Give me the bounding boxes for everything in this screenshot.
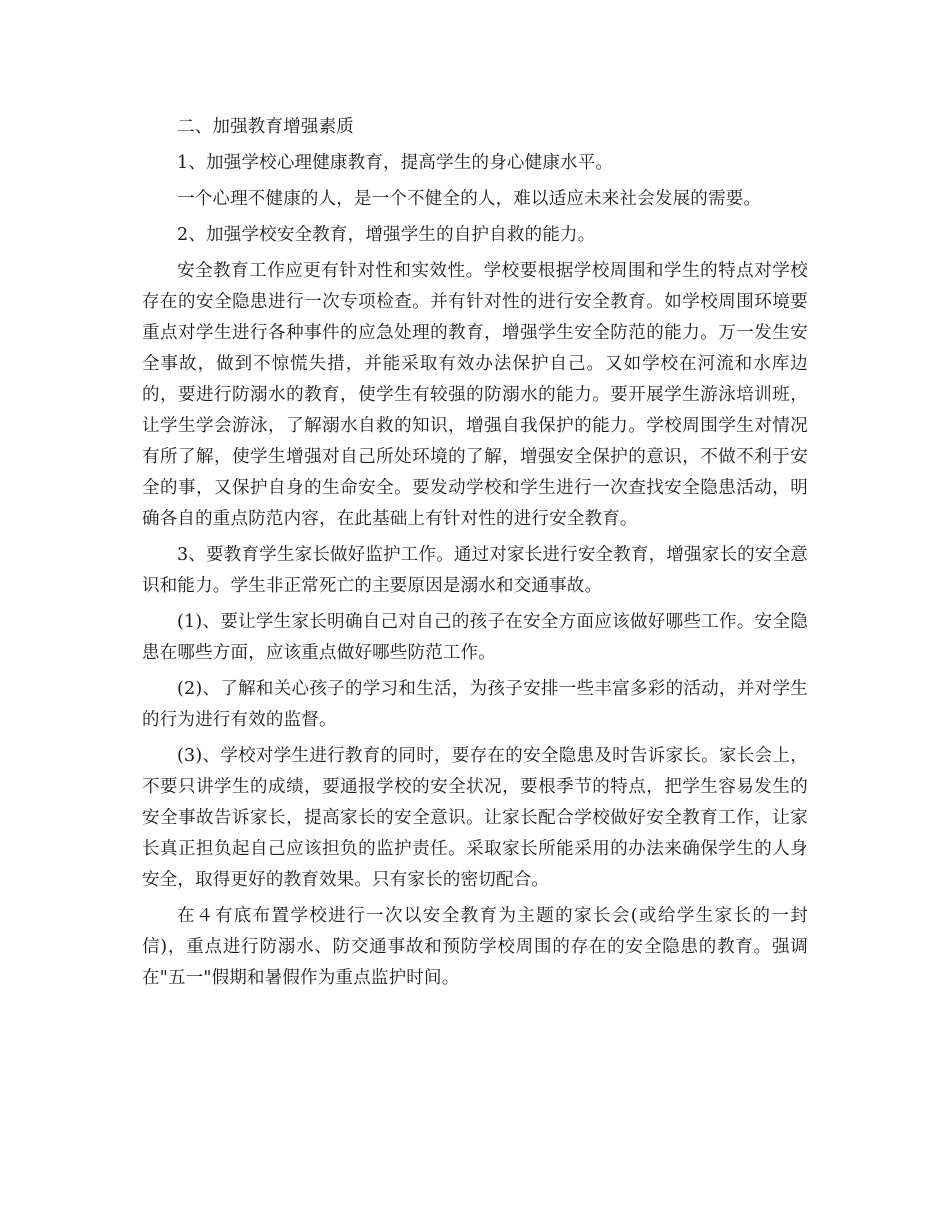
paragraph-safety-education: 安全教育工作应更有针对性和实效性。学校要根据学校周围和学生的特点对学校存在的安全隐患进行一次专项检查。并有针对性的进行安全教育。如学校周围环境要重点对学生进行各种事件的应急处理的教育，增强学生安全防范的能力。万一发生安全事故，做到不惊慌失措，并能采取有效办法保护自己。又如学校在河流和水库边的，要进行防溺水的教育，使学生有较强的防溺水的能力。要开展学生游泳培训班，让学生学会游泳，了解溺水自救的知识，增强自我保护的能力。学校周围学生对情况有所了解，使学生增强对自己所处环境的了解，增强安全保护的意识，不做不利于安全的事，又保护自身的生命安全。要发动学校和学生进行一次查找安全隐患活动，明确各自的重点防范内容，在此基础上有针对性的进行安全教育。 bbox=[142, 261, 808, 529]
list-item-1: (1)、要让学生家长明确自己对自己的孩子在安全方面应该做好哪些工作。安全隐患在哪些方面，应该重点做好哪些防范工作。 bbox=[142, 612, 808, 663]
section-heading: 二、加强教育增强素质 bbox=[177, 117, 354, 137]
list-item-3: (3)、学校对学生进行教育的同时，要存在的安全隐患及时告诉家长。家长会上，不要只讲学生的成绩，要通报学校的安全状况，要根季节的特点，把学生容易发生的安全事故告诉家长，提高家长的安全意识。让家长配合学校做好安全教育工作，让家长真正担负起自己应该担负的监护责任。采取家长所能采用的办法来确保学生的人身安全，取得更好的教育效果。只有家长的密切配合。 bbox=[142, 746, 808, 890]
subsection-heading-3: 3、要教育学生家长做好监护工作。通过对家长进行安全教育，增强家长的安全意识和能力。学生非正常死亡的主要原因是溺水和交通事故。 bbox=[142, 545, 808, 596]
list-item-2: (2)、了解和关心孩子的学习和生活，为孩子安排一些丰富多彩的活动，并对学生的行为进行有效的监督。 bbox=[142, 679, 808, 730]
paragraph-mental-health: 一个心理不健康的人，是一个不健全的人，难以适应未来社会发展的需要。 bbox=[177, 189, 762, 209]
subsection-heading-1: 1、加强学校心理健康教育，提高学生的身心健康水平。 bbox=[177, 153, 614, 173]
document-body bbox=[142, 112, 808, 999]
paragraph-parent-meeting: 在４有底布置学校进行一次以安全教育为主题的家长会(或给学生家长的一封信)，重点进行防溺水、防交通事故和预防学校周围的存在的安全隐患的教育。强调在"五一"假期和暑假作为重点监护时间。 bbox=[142, 906, 808, 988]
subsection-heading-2: 2、加强学校安全教育，增强学生的自护自救的能力。 bbox=[177, 225, 596, 245]
